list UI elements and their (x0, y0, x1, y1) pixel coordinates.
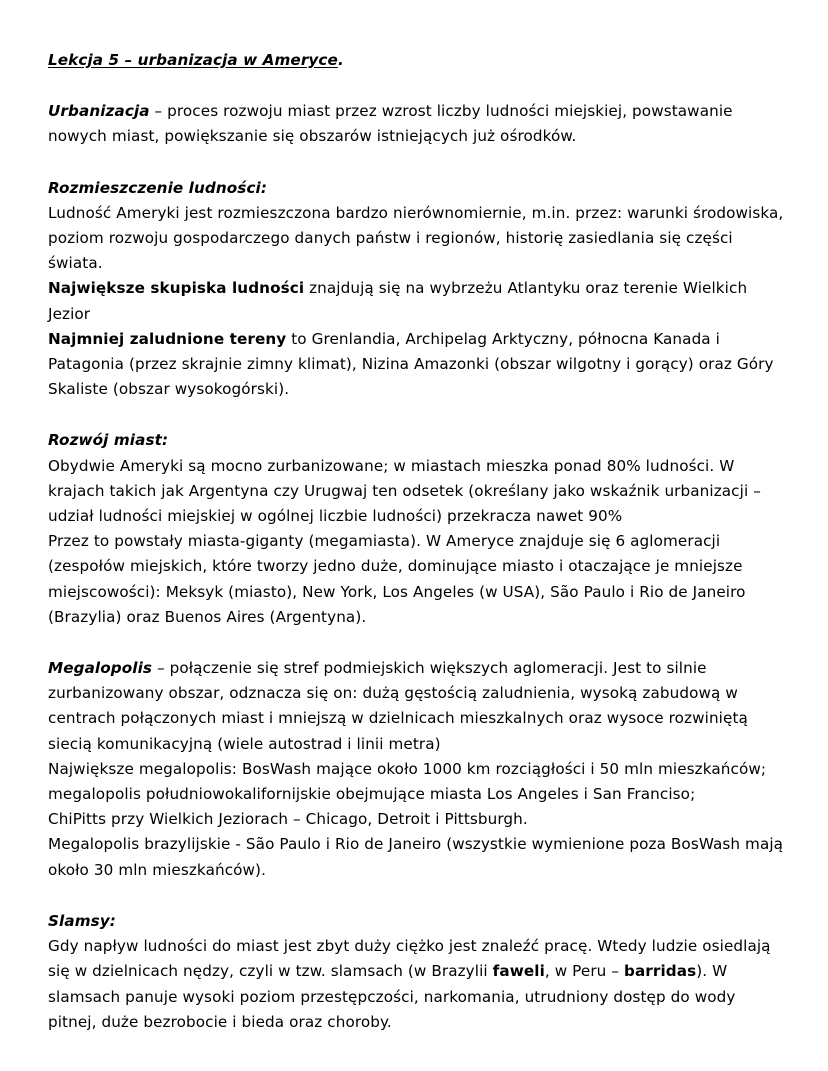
section-heading-slamsy: Slamsy: (48, 911, 116, 930)
paragraph-text: znajdują się na wybrzeżu Atlantyku oraz terenie Wielkich Jezior (48, 279, 748, 323)
section-rozmieszczenie-ludnosci (48, 176, 785, 403)
paragraph-text: Przez to powstały miasta-giganty (megamiasta). W Ameryce znajduje się 6 aglomeracji (zespołów miejskich, które tworzy jedno duże, dominujące miasto i otaczające je mniejsze miejscowości): Meksyk (miasto), New York, Los Angeles (w USA), São Paulo i Rio de Janeiro (Brazylia) oraz Buenos Aires (Argentyna). (48, 532, 746, 626)
section-rozwoj-miast (48, 428, 785, 630)
page-title-period: . (337, 51, 344, 69)
section-paragraph (48, 276, 785, 326)
megalopolis-list-item: Największe megalopolis: BosWash mające około 1000 km rozciągłości i 50 mln mieszkańców; (48, 759, 767, 778)
section-paragraph (48, 327, 785, 403)
section-heading-rozmieszczenie: Rozmieszczenie ludności: (48, 178, 268, 197)
section-heading-rozwoj-miast: Rozwój miast: (48, 431, 169, 450)
section-megalopolis (48, 656, 785, 883)
paragraph-text: , w Peru – (544, 962, 624, 981)
document-body (48, 48, 785, 1035)
page-title (48, 48, 785, 73)
emphasis-faweli: faweli (492, 962, 545, 981)
definition-term-megalopolis: Megalopolis (48, 659, 153, 678)
definition-megalopolis (48, 656, 785, 757)
section-paragraph (48, 201, 785, 277)
paragraph-text: to Grenlandia, Archipelag Arktyczny, północna Kanada i Patagonia (przez skrajnie zimny klimat), Nizina Amazonki (obszar wilgotny i gorący) oraz Góry Skaliste (obszar wysokogórski). (48, 329, 774, 399)
paragraph-text: Obydwie Ameryki są mocno zurbanizowane; w miastach mieszka ponad 80% ludności. W krajach takich jak Argentyna czy Urugwaj ten odsetek (określany jako wskaźnik urbanizacji – udział ludności miejskiej w ogólnej liczbie ludności) przekracza nawet 90% (48, 456, 761, 526)
paragraph-text: Ludność Ameryki jest rozmieszczona bardzo nierównomiernie, m.in. przez: warunki środowiska, poziom rozwoju gospodarczego danych państw i regionów, historię zasiedlania się części świata. (48, 203, 784, 273)
section-paragraph (48, 529, 785, 630)
emphasis-najwieksze-skupiska: Największe skupiska ludności (48, 279, 305, 298)
megalopolis-list-item: Megalopolis brazylijskie - São Paulo i Rio de Janeiro (wszystkie wymienione poza BosWash mają około 30 mln mieszkańców). (48, 835, 784, 879)
section-paragraph (48, 934, 785, 1035)
section-slamsy (48, 909, 785, 1035)
page-title-text: Lekcja 5 – urbanizacja w Ameryce (48, 51, 338, 69)
definition-text-urbanizacja: – proces rozwoju miast przez wzrost liczby ludności miejskiej, powstawanie nowych miast, powiększanie się obszarów istniejących już ośrodków. (48, 102, 733, 146)
definition-text-megalopolis: – połączenie się stref podmiejskich większych aglomeracji. Jest to silnie zurbanizowany obszar, odznacza się on: dużą gęstością zaludnienia, wysoką zabudową w centrach połączonych miast i mniejszą w dzielnicach mieszkalnych oraz wysoce rozwiniętą siecią komunikacyjną (wiele autostrad i linii metra) (48, 659, 748, 753)
paragraph-text: Gdy napływ ludności do miast jest zbyt duży ciężko jest znaleźć pracę. Wtedy ludzie osiedlają się w dzielnicach nędzy, czyli w tzw. slamsach (w Brazylii (48, 937, 771, 981)
emphasis-najmniej-zaludnione: Najmniej zaludnione tereny (48, 329, 287, 348)
megalopolis-list-item: megalopolis południowokalifornijskie obejmujące miasta Los Angeles i San Franciso; (48, 785, 696, 804)
paragraph-text: ). W slamsach panuje wysoki poziom przestępczości, narkomania, utrudniony dostęp do wody pitnej, duże bezrobocie i bieda oraz choroby. (48, 962, 736, 1031)
definition-urbanizacja (48, 99, 785, 149)
emphasis-barridas: barridas (623, 962, 697, 981)
definition-term-urbanizacja: Urbanizacja (48, 102, 150, 121)
megalopolis-list-item: ChiPitts przy Wielkich Jeziorach – Chicago, Detroit i Pittsburgh. (48, 810, 528, 829)
section-paragraph (48, 454, 785, 530)
